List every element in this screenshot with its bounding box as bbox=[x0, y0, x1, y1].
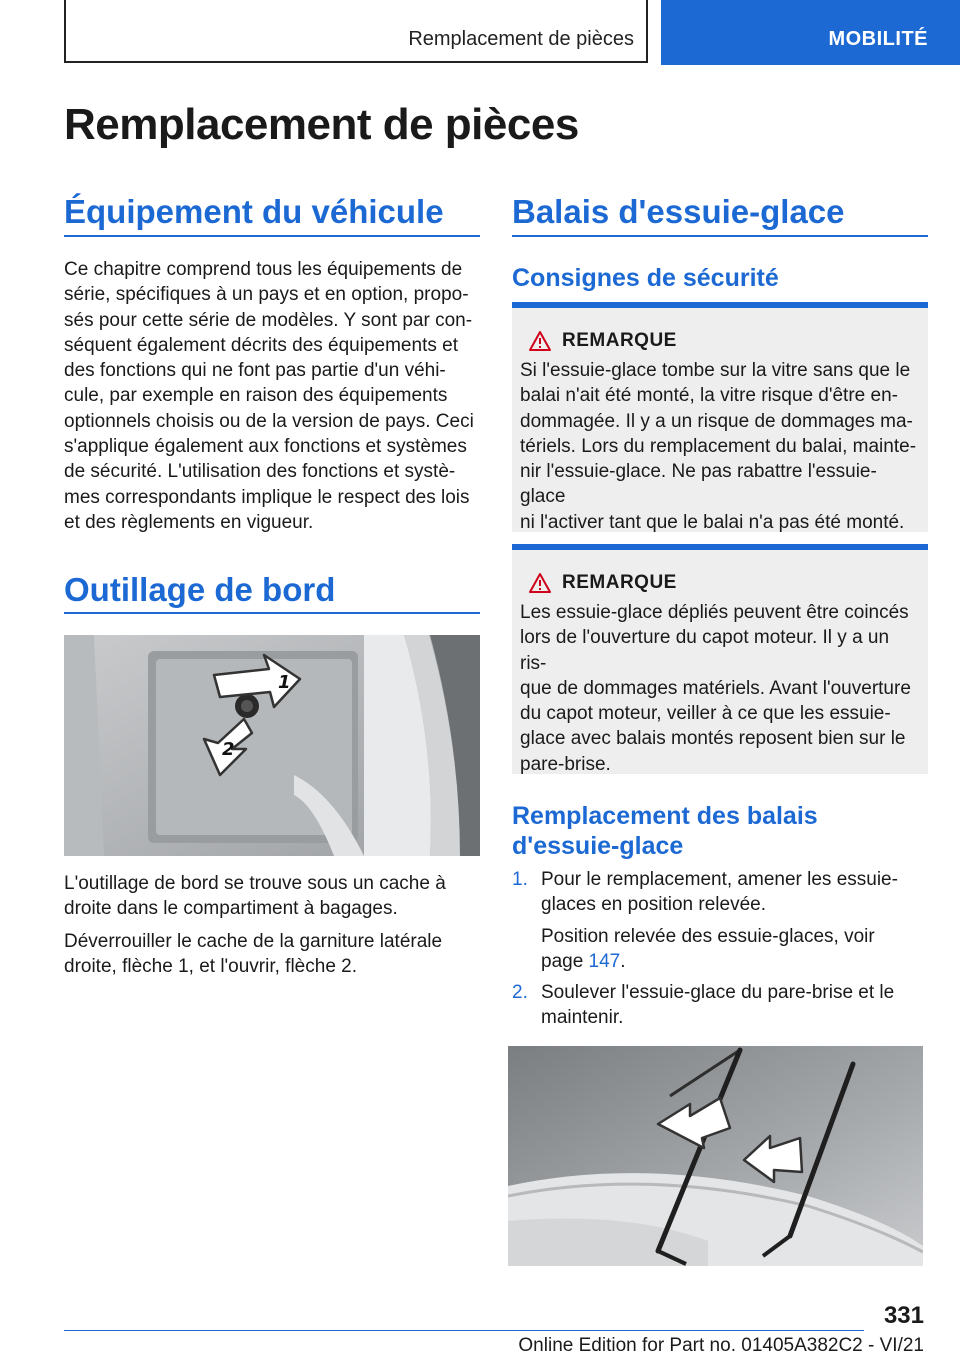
text-line: du capot moteur, veiller à ce que les essuie- bbox=[520, 703, 891, 725]
text-line: Les essuie-glace dépliés peuvent être coincés bbox=[520, 602, 909, 623]
safety-note-2 bbox=[512, 544, 928, 774]
footer-edition: Online Edition for Part no. 01405A382C2 - VI/21 bbox=[518, 1335, 924, 1356]
text-line: des fonctions qui ne font pas partie d'un véhi- bbox=[64, 360, 446, 382]
equipment-heading: Équipement du véhicule bbox=[64, 193, 444, 230]
text-line: pare-brise. bbox=[520, 753, 611, 775]
text-line: et des règlements en vigueur. bbox=[64, 511, 314, 533]
wiper-raised-illustration bbox=[508, 1046, 923, 1266]
header-chapter-title: MOBILITÉ bbox=[828, 28, 928, 50]
toolkit-heading: Outillage de bord bbox=[64, 571, 336, 608]
step-text bbox=[541, 980, 928, 1031]
text-line: séquent également décrits des équipements et bbox=[64, 334, 458, 356]
text-line: ni l'activer tant que le balai n'a pas été monté. bbox=[520, 511, 905, 533]
equipment-paragraph bbox=[64, 257, 480, 535]
note-title: REMARQUE bbox=[562, 572, 677, 593]
text-line: Déverrouiller le cache de la garniture latérale bbox=[64, 931, 443, 952]
step-text bbox=[541, 867, 928, 918]
text-line: droite, flèche 1, et l'ouvrir, flèche 2. bbox=[64, 956, 358, 978]
text-line: lors de l'ouverture du capot moteur. Il y a un ris- bbox=[520, 627, 890, 674]
text-line: que de dommages matériels. Avant l'ouverture bbox=[520, 677, 911, 699]
text-line: droite dans le compartiment à bagages. bbox=[64, 898, 398, 920]
text-line: série, spécifiques à un pays et en option, propo- bbox=[64, 284, 469, 306]
text-fragment: . bbox=[620, 950, 626, 972]
figure-label-2: 2 bbox=[222, 739, 235, 760]
replace-steps-list bbox=[512, 867, 928, 1037]
text-line: tériels. Lors du remplacement du balai, mainte- bbox=[520, 435, 917, 457]
header-section-tab bbox=[64, 0, 648, 63]
header-chapter-tab bbox=[661, 0, 960, 65]
safety-heading: Consignes de sécurité bbox=[512, 264, 779, 292]
text-line: de sécurité. L'utilisation des fonctions et systè- bbox=[64, 461, 456, 483]
header-section-title: Remplacement de pièces bbox=[408, 28, 634, 50]
figure-label-1: 1 bbox=[278, 672, 291, 693]
page-reference-link[interactable]: 147 bbox=[588, 950, 621, 972]
note-body bbox=[520, 600, 920, 777]
text-line: dommagée. Il y a un risque de dommages ma- bbox=[520, 410, 913, 432]
text-line: cule, par exemple en raison des équipements bbox=[64, 385, 448, 407]
safety-note-1 bbox=[512, 302, 928, 532]
step-subtext bbox=[541, 924, 928, 975]
text-line: mes correspondants implique le respect des lois bbox=[64, 486, 470, 508]
text-line: nir l'essuie-glace. Ne pas rabattre l'essuie-glace bbox=[520, 461, 877, 508]
text-line: balai n'ait été monté, la vitre risque d'être en- bbox=[520, 385, 898, 407]
wiper-blades-heading: Balais d'essuie-glace bbox=[512, 193, 845, 230]
step-number: 2. bbox=[512, 982, 528, 1004]
step-item bbox=[512, 867, 928, 974]
page-number: 331 bbox=[883, 1302, 924, 1329]
text-line: maintenir. bbox=[541, 1007, 624, 1029]
page-title: Remplacement de pièces bbox=[64, 100, 579, 149]
toolkit-location-paragraph bbox=[64, 871, 480, 922]
text-line: Soulever l'essuie-glace du pare-brise et le bbox=[541, 982, 895, 1004]
text-line: glace avec balais montés reposent bien sur le bbox=[520, 728, 906, 750]
replace-wiper-heading bbox=[512, 801, 818, 861]
warning-icon bbox=[528, 330, 552, 352]
text-line: Pour le remplacement, amener les essuie- bbox=[541, 869, 898, 890]
text-line: s'applique également aux fonctions et systèmes bbox=[64, 436, 467, 458]
heading-line: d'essuie-glace bbox=[512, 832, 684, 860]
footer-rule bbox=[64, 1330, 864, 1331]
text-line: L'outillage de bord se trouve sous un cache à bbox=[64, 873, 446, 894]
text-fragment: page bbox=[541, 950, 589, 972]
heading-line: Remplacement des balais bbox=[512, 802, 818, 830]
text-line: glaces en position relevée. bbox=[541, 894, 766, 916]
warning-icon bbox=[528, 572, 552, 594]
note-body bbox=[520, 358, 920, 535]
text-line: Si l'essuie-glace tombe sur la vitre sans que le bbox=[520, 360, 911, 381]
text-line: sés pour cette série de modèles. Y sont par con- bbox=[64, 309, 473, 331]
wiper-blades-heading-rule bbox=[512, 235, 928, 237]
step-number: 1. bbox=[512, 869, 528, 890]
text-line: Position relevée des essuie-glaces, voir bbox=[541, 925, 875, 947]
step-item bbox=[512, 980, 928, 1031]
toolkit-cover-illustration bbox=[64, 635, 480, 856]
toolkit-heading-rule bbox=[64, 612, 480, 614]
text-line: Ce chapitre comprend tous les équipements de bbox=[64, 259, 463, 280]
toolkit-unlock-paragraph bbox=[64, 929, 480, 980]
note-title: REMARQUE bbox=[562, 330, 677, 351]
equipment-heading-rule bbox=[64, 235, 480, 237]
text-line: optionnels choisis ou de la version de pays. Ceci bbox=[64, 410, 474, 432]
